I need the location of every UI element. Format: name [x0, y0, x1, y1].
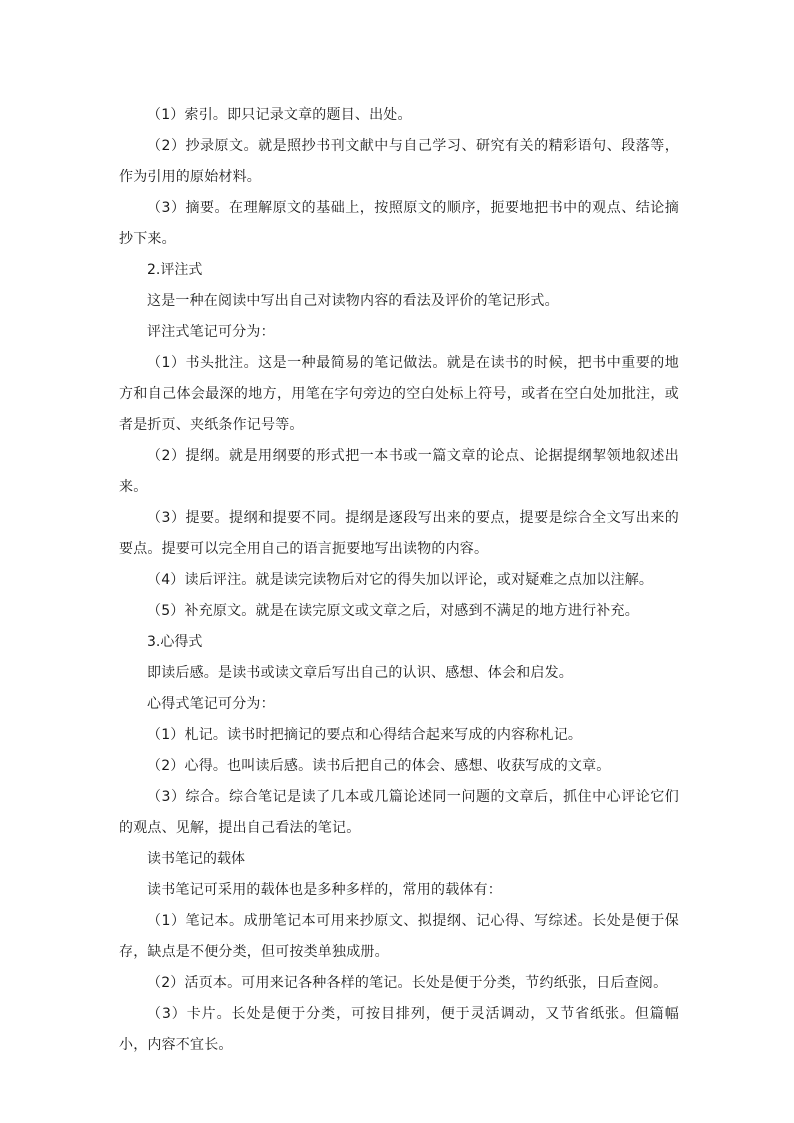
paragraph-insights: （2）心得。也叫读后感。读书后把自己的体会、感想、收获写成的文章。: [147, 758, 611, 774]
paragraph-margin-notes: （1）书头批注。这是一种最简易的笔记做法。就是在读书的时候，把书中重要的地方和自己体会最深的地方，用笔在字句旁边的空白处标上符号，或者在空白处加批注，或者是折页、夹纸条作记号等。: [119, 355, 679, 433]
section-heading-annotation: 2.评注式: [147, 262, 203, 278]
paragraph-notes: （1）札记。读书时把摘记的要点和心得结合起来写成的内容称札记。: [147, 727, 583, 743]
paragraph-loose-leaf: （2）活页本。可用来记各种各样的笔记。长处是便于分类，节约纸张，日后查阅。: [147, 975, 668, 991]
paragraph-reflection-definition: 即读后感。是读书或读文章后写出自己的认识、感想、体会和启发。: [147, 665, 573, 681]
paragraph-review: （4）读后评注。就是读完读物后对它的得失加以评论，或对疑难之点加以注解。: [147, 572, 654, 588]
section-heading-carriers: 读书笔记的载体: [147, 851, 245, 867]
paragraph-summary: （3）提要。提纲和提要不同。提纲是逐段写出来的要点，提要是综合全文写出来的要点。提要可以完全用自己的语言扼要地写出读物的内容。: [119, 510, 679, 557]
paragraph-supplement: （5）补充原文。就是在读完原文或文章之后，对感到不满足的地方进行补充。: [147, 603, 639, 619]
section-heading-reflection: 3.心得式: [147, 634, 203, 650]
paragraph-synthesis: （3）综合。综合笔记是读了几本或几篇论述同一问题的文章后，抓住中心评论它们的观点、见解，提出自己看法的笔记。: [119, 789, 679, 836]
paragraph-reflection-types-intro: 心得式笔记可分为：: [147, 696, 275, 712]
paragraph-outline: （2）提纲。就是用纲要的形式把一本书或一篇文章的论点、论据提纲挈领地叙述出来。: [119, 448, 679, 495]
paragraph-cards: （3）卡片。长处是便于分类，可按目排列，便于灵活调动，又节省纸张。但篇幅小，内容不宜长。: [119, 1006, 679, 1053]
paragraph-abstract: （3）摘要。在理解原文的基础上，按照原文的顺序，扼要地把书中的观点、结论摘抄下来。: [119, 200, 679, 247]
paragraph-carriers-intro: 读书笔记可采用的载体也是多种多样的，常用的载体有：: [147, 882, 502, 898]
paragraph-annotation-definition: 这是一种在阅读中写出自己对读物内容的看法及评价的笔记形式。: [147, 293, 559, 309]
paragraph-annotation-types-intro: 评注式笔记可分为：: [147, 324, 275, 340]
paragraph-notebook: （1）笔记本。成册笔记本可用来抄原文、拟提纲、记心得、写综述。长处是便于保存，缺点是不便分类，但可按类单独成册。: [119, 913, 679, 960]
document-body: [119, 100, 679, 1061]
paragraph-excerpt: （2）抄录原文。就是照抄书刊文献中与自己学习、研究有关的精彩语句、段落等，作为引用的原始材料。: [119, 138, 679, 185]
paragraph-index: （1）索引。即只记录文章的题目、出处。: [147, 107, 412, 123]
